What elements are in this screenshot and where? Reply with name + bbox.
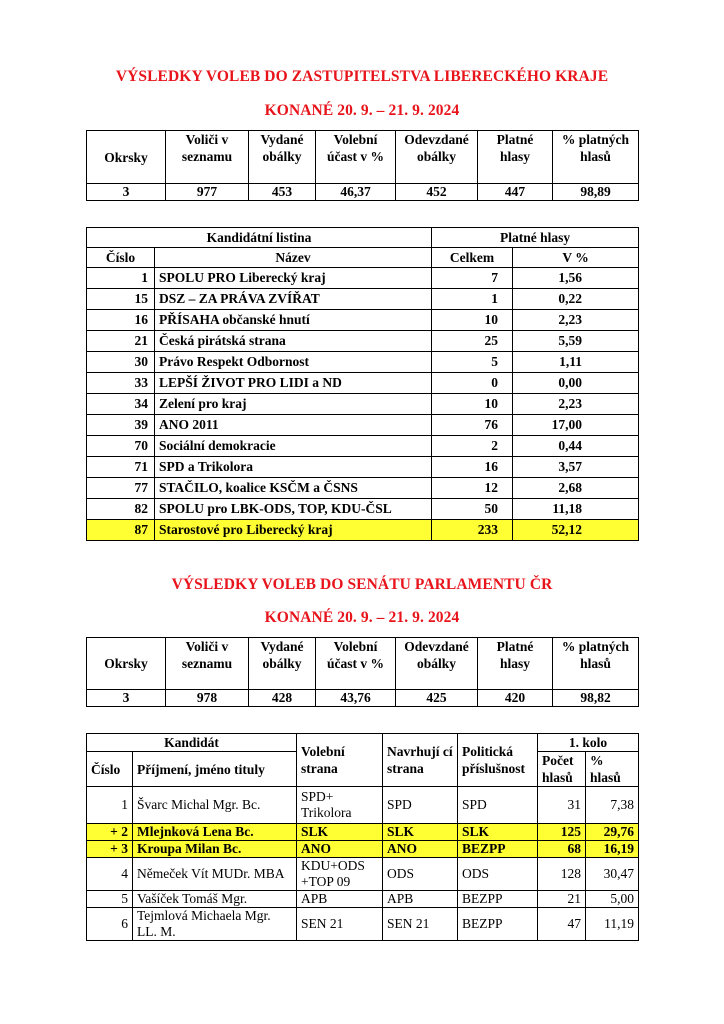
party-total: 7 [432, 268, 513, 289]
party-row [87, 310, 639, 331]
header-nazev: Název [155, 248, 432, 268]
candidate-proposer: ODS [383, 858, 458, 891]
value-volici: 978 [166, 690, 249, 707]
candidate-affiliation: BEZPP [458, 908, 538, 941]
header-volebni-strana: Volební strana [297, 734, 383, 787]
value-volici: 977 [166, 184, 249, 201]
party-pct: 0,22 [513, 289, 639, 310]
party-total: 76 [432, 415, 513, 436]
party-total: 16 [432, 457, 513, 478]
party-name: SPOLU pro LBK-ODS, TOP, KDU-ČSL [155, 499, 432, 520]
candidate-votes: 47 [538, 908, 586, 941]
candidate-pct: 7,38 [586, 787, 639, 824]
party-number: 33 [87, 373, 155, 394]
value-pct-platnych: 98,89 [553, 184, 639, 201]
kraj-parties-table [86, 227, 639, 541]
candidate-pct: 11,19 [586, 908, 639, 941]
candidate-party: ANO [297, 841, 383, 858]
party-row [87, 352, 639, 373]
party-number: 1 [87, 268, 155, 289]
party-pct: 2,23 [513, 310, 639, 331]
senat-summary-table [86, 637, 639, 707]
party-name: Česká pirátská strana [155, 331, 432, 352]
party-pct: 11,18 [513, 499, 639, 520]
header-politicka-prislusnost: Politická příslušnost [458, 734, 538, 787]
kraj-summary-values-row [87, 184, 639, 201]
candidate-votes: 31 [538, 787, 586, 824]
candidate-row [87, 841, 639, 858]
party-pct: 2,23 [513, 394, 639, 415]
value-platne: 447 [478, 184, 553, 201]
candidate-pct: 30,47 [586, 858, 639, 891]
kraj-summary-table [86, 130, 639, 201]
party-name: Sociální demokracie [155, 436, 432, 457]
party-number: 87 [87, 520, 155, 541]
candidate-party: SPD+ Trikolora [297, 787, 383, 824]
candidate-votes: 68 [538, 841, 586, 858]
candidate-name: Švarc Michal Mgr. Bc. [133, 787, 297, 824]
party-number: 16 [87, 310, 155, 331]
candidate-proposer: SEN 21 [383, 908, 458, 941]
value-ucast: 46,37 [316, 184, 396, 201]
senat-candidates-table [86, 733, 639, 941]
candidate-proposer: APB [383, 891, 458, 908]
party-total: 1 [432, 289, 513, 310]
party-pct: 2,68 [513, 478, 639, 499]
value-platne: 420 [478, 690, 553, 707]
party-row [87, 499, 639, 520]
senat-title: VÝSLEDKY VOLEB DO SENÁTU PARLAMENTU ČR [171, 576, 553, 593]
header-cislo: Číslo [87, 752, 133, 787]
party-row [87, 457, 639, 478]
candidate-votes: 21 [538, 891, 586, 908]
party-total: 50 [432, 499, 513, 520]
party-number: 21 [87, 331, 155, 352]
party-name: SPOLU PRO Liberecký kraj [155, 268, 432, 289]
header-platne-hlasy: Platné hlasy [432, 228, 639, 248]
value-vydane: 453 [249, 184, 316, 201]
party-pct: 0,44 [513, 436, 639, 457]
kraj-title: VÝSLEDKY VOLEB DO ZASTUPITELSTVA LIBERECKÉHO KRAJE [115, 68, 609, 85]
kraj-subtitle: KONANÉ 20. 9. – 21. 9. 2024 [264, 102, 460, 119]
header-cislo: Číslo [87, 248, 155, 268]
party-number: 77 [87, 478, 155, 499]
party-total: 2 [432, 436, 513, 457]
party-pct: 5,59 [513, 331, 639, 352]
candidate-proposer: SPD [383, 787, 458, 824]
candidate-name: Vašíček Tomáš Mgr. [133, 891, 297, 908]
candidate-proposer: ANO [383, 841, 458, 858]
candidate-affiliation: SPD [458, 787, 538, 824]
candidate-party: APB [297, 891, 383, 908]
candidate-pct: 29,76 [586, 824, 639, 841]
header-ucast: Volební účast v % [316, 131, 396, 184]
party-row [87, 268, 639, 289]
candidate-name: Němeček Vít MUDr. MBA [133, 858, 297, 891]
senat-summary-header-row [87, 638, 639, 690]
party-number: 15 [87, 289, 155, 310]
header-volici: Voliči v seznamu [166, 638, 249, 690]
header-okrsky: Okrsky [87, 131, 166, 184]
party-total: 0 [432, 373, 513, 394]
parties-header-row [87, 248, 639, 268]
kraj-summary-header-row [87, 131, 639, 184]
party-name: DSZ – ZA PRÁVA ZVÍŘAT [155, 289, 432, 310]
party-name: STAČILO, koalice KSČM a ČSNS [155, 478, 432, 499]
candidate-party: SEN 21 [297, 908, 383, 941]
candidate-number: 5 [87, 891, 133, 908]
party-number: 82 [87, 499, 155, 520]
party-row [87, 415, 639, 436]
party-total: 25 [432, 331, 513, 352]
candidate-number: + 3 [87, 841, 133, 858]
party-name: LEPŠÍ ŽIVOT PRO LIDI a ND [155, 373, 432, 394]
senat-summary-values-row [87, 690, 639, 707]
party-row [87, 478, 639, 499]
candidate-proposer: SLK [383, 824, 458, 841]
party-number: 34 [87, 394, 155, 415]
header-volici: Voliči v seznamu [166, 131, 249, 184]
candidate-row [87, 891, 639, 908]
value-odevzdane: 425 [396, 690, 478, 707]
header-celkem: Celkem [432, 248, 513, 268]
candidate-row [87, 787, 639, 824]
party-total: 233 [432, 520, 513, 541]
value-odevzdane: 452 [396, 184, 478, 201]
candidate-votes: 128 [538, 858, 586, 891]
party-total: 10 [432, 310, 513, 331]
party-pct: 52,12 [513, 520, 639, 541]
party-number: 70 [87, 436, 155, 457]
party-total: 5 [432, 352, 513, 373]
candidates-group-header-row [87, 734, 639, 752]
party-number: 30 [87, 352, 155, 373]
candidate-number: + 2 [87, 824, 133, 841]
header-1-kolo: 1. kolo [538, 734, 639, 752]
party-pct: 0,00 [513, 373, 639, 394]
value-okrsky: 3 [87, 184, 166, 201]
candidate-row [87, 858, 639, 891]
candidate-party: KDU+ODS +TOP 09 [297, 858, 383, 891]
header-pct-platnych: % platných hlasů [553, 638, 639, 690]
senat-subtitle: KONANÉ 20. 9. – 21. 9. 2024 [264, 609, 460, 626]
candidate-affiliation: BEZPP [458, 841, 538, 858]
candidate-pct: 5,00 [586, 891, 639, 908]
candidate-name: Mlejnková Lena Bc. [133, 824, 297, 841]
party-name: Starostové pro Liberecký kraj [155, 520, 432, 541]
parties-body [87, 268, 639, 541]
header-pct-hlasu: % hlasů [586, 752, 639, 787]
header-pocet-hlasu: Počet hlasů [538, 752, 586, 787]
candidate-party: SLK [297, 824, 383, 841]
party-row [87, 436, 639, 457]
party-name: SPD a Trikolora [155, 457, 432, 478]
party-number: 39 [87, 415, 155, 436]
candidate-name: Kroupa Milan Bc. [133, 841, 297, 858]
header-platne: Platné hlasy [478, 638, 553, 690]
party-name: ANO 2011 [155, 415, 432, 436]
candidate-votes: 125 [538, 824, 586, 841]
party-name: Zelení pro kraj [155, 394, 432, 415]
header-navrhujici-strana: Navrhují cí strana [383, 734, 458, 787]
value-okrsky: 3 [87, 690, 166, 707]
party-row [87, 394, 639, 415]
header-kandidatni-listina: Kandidátní listina [87, 228, 432, 248]
header-ucast: Volební účast v % [316, 638, 396, 690]
candidate-row [87, 824, 639, 841]
value-vydane: 428 [249, 690, 316, 707]
header-pct-platnych: % platných hlasů [553, 131, 639, 184]
party-pct: 3,57 [513, 457, 639, 478]
candidate-affiliation: BEZPP [458, 891, 538, 908]
header-odevzdane: Odevzdané obálky [396, 131, 478, 184]
header-platne: Platné hlasy [478, 131, 553, 184]
party-number: 71 [87, 457, 155, 478]
party-pct: 1,11 [513, 352, 639, 373]
candidate-number: 1 [87, 787, 133, 824]
header-vydane: Vydané obálky [249, 638, 316, 690]
party-pct: 1,56 [513, 268, 639, 289]
candidate-number: 6 [87, 908, 133, 941]
header-odevzdane: Odevzdané obálky [396, 638, 478, 690]
header-okrsky: Okrsky [87, 638, 166, 690]
party-row [87, 289, 639, 310]
header-v-pct: V % [513, 248, 639, 268]
value-pct-platnych: 98,82 [553, 690, 639, 707]
candidates-body [87, 787, 639, 941]
party-row [87, 373, 639, 394]
candidate-affiliation: ODS [458, 858, 538, 891]
party-total: 12 [432, 478, 513, 499]
party-total: 10 [432, 394, 513, 415]
header-jmeno: Příjmení, jméno tituly [133, 752, 297, 787]
parties-group-header-row [87, 228, 639, 248]
header-kandidat: Kandidát [87, 734, 297, 752]
party-name: PŘÍSAHA občanské hnutí [155, 310, 432, 331]
party-row [87, 331, 639, 352]
candidate-number: 4 [87, 858, 133, 891]
party-pct: 17,00 [513, 415, 639, 436]
candidate-affiliation: SLK [458, 824, 538, 841]
candidate-pct: 16,19 [586, 841, 639, 858]
party-name: Právo Respekt Odbornost [155, 352, 432, 373]
candidate-name: Tejmlová Michaela Mgr. LL. M. [133, 908, 297, 941]
party-row [87, 520, 639, 541]
header-vydane: Vydané obálky [249, 131, 316, 184]
candidate-row [87, 908, 639, 941]
value-ucast: 43,76 [316, 690, 396, 707]
